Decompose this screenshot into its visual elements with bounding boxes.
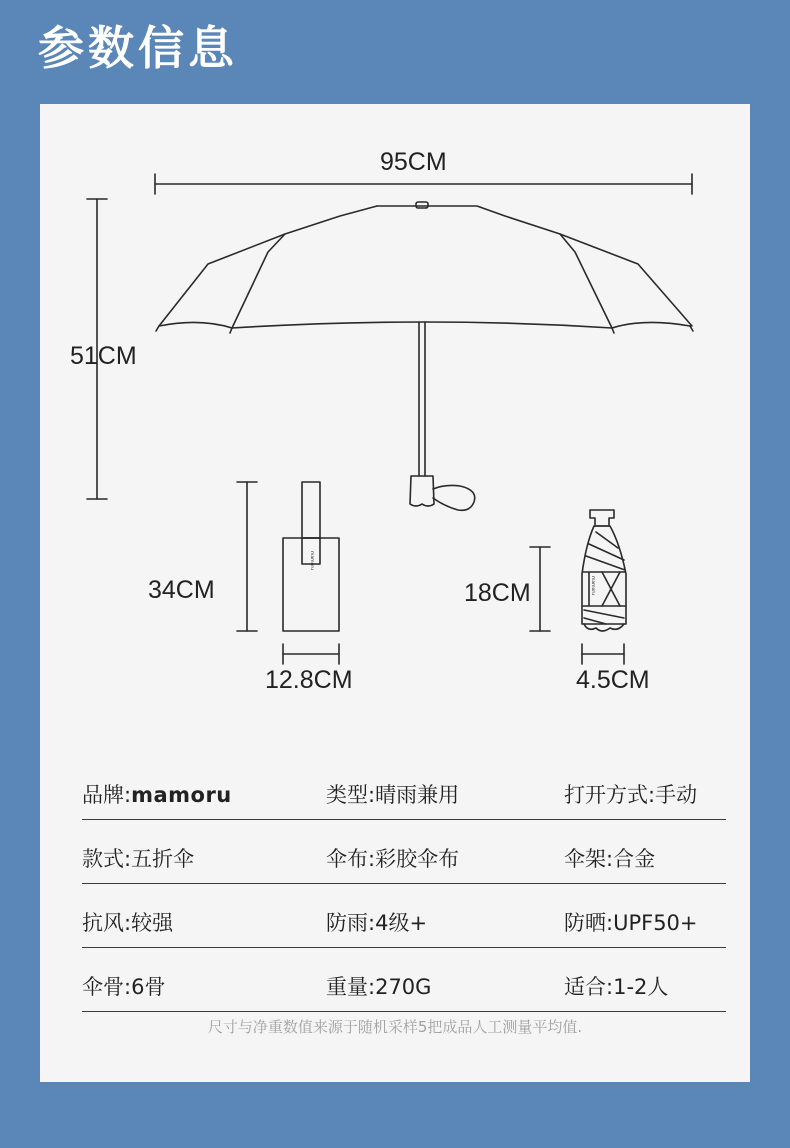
open-height-label: 51CM: [70, 342, 137, 370]
page-title: 参数信息: [38, 21, 238, 75]
spec-table: [82, 756, 726, 1012]
folded-width-label: 4.5CM: [576, 666, 650, 694]
spec-row: [82, 884, 726, 948]
umbrella-diagram: [40, 104, 750, 744]
spec-brand: 品牌:mamoru: [82, 783, 232, 807]
spec-row: [82, 820, 726, 884]
spec-wind: 抗风:较强: [82, 911, 174, 935]
folded-umbrella-icon: [582, 510, 626, 631]
folded-width-dimension-line: [582, 644, 624, 664]
spec-fabric: 伞布:彩胶伞布: [326, 847, 460, 871]
spec-row: [82, 948, 726, 1012]
spec-capacity: 适合:1-2人: [564, 975, 669, 999]
box-width-dimension-line: [283, 644, 339, 664]
brand-logo: mamoru: [131, 783, 232, 807]
box-height-label: 34CM: [148, 576, 215, 604]
spec-panel: [40, 104, 750, 1082]
spec-ribs: 伞骨:6骨: [82, 975, 166, 999]
box-width-label: 12.8CM: [265, 666, 353, 694]
width-dimension-line: [155, 174, 692, 194]
open-width-label: 95CM: [380, 148, 447, 176]
spec-rain: 防雨:4级+: [326, 911, 428, 935]
spec-row: [82, 756, 726, 820]
spec-opening: 打开方式:手动: [564, 783, 698, 807]
spec-type: 类型:晴雨兼用: [326, 783, 460, 807]
spec-uv: 防晒:UPF50+: [564, 911, 698, 935]
sleeve-logo: mamoru: [590, 576, 595, 595]
folded-height-dimension-line: [530, 547, 550, 631]
box-logo: mamoru: [309, 551, 314, 570]
measurement-note: 尺寸与净重数值来源于随机采样5把成品人工测量平均值.: [207, 1018, 583, 1036]
box-height-dimension-line: [237, 482, 257, 631]
open-umbrella-icon: [156, 202, 693, 510]
spec-style: 款式:五折伞: [82, 847, 195, 871]
spec-weight: 重量:270G: [326, 975, 432, 999]
spec-frame: 伞架:合金: [564, 847, 656, 871]
folded-height-label: 18CM: [464, 579, 531, 607]
